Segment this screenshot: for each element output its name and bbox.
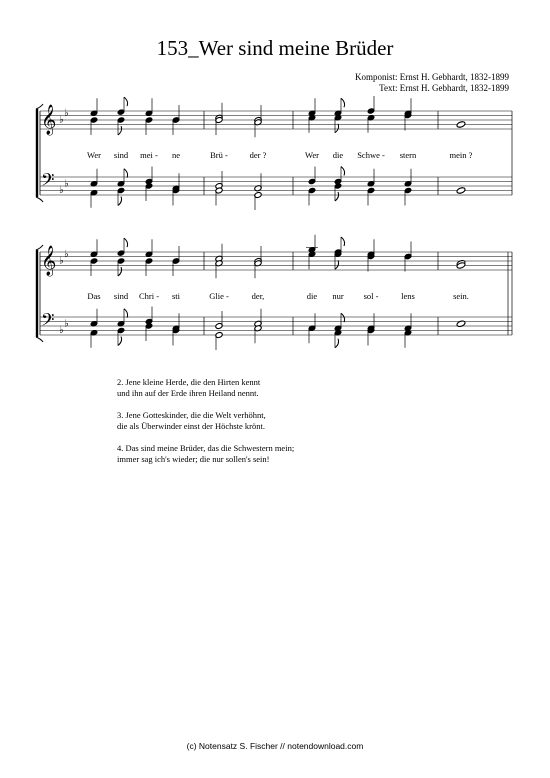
note-flag — [335, 339, 339, 348]
note-flag — [124, 97, 128, 106]
lyric-syllable: Chri - — [138, 291, 160, 301]
lyric-syllable: sein. — [453, 291, 469, 301]
flat-icon: ♭ — [59, 185, 64, 196]
flat-icon: ♭ — [64, 107, 69, 119]
note-flag — [341, 237, 345, 246]
verse — [117, 443, 294, 465]
verse-line: immer sag ich's wieder; die nur sollen's sein! — [117, 454, 270, 464]
lyric-syllable: Das — [87, 291, 101, 301]
flat-icon: ♭ — [64, 178, 69, 190]
lyric-syllable: Brü - — [210, 150, 228, 160]
bracket-hook — [36, 337, 43, 342]
note-flag — [341, 313, 345, 322]
verse-line: die als Überwinder einst der Höchste krönt. — [117, 421, 265, 431]
footer-copyright: (c) Notensatz S. Fischer // notendownload.com — [186, 741, 364, 751]
verse-line: 3. Jene Gotteskinder, die die Welt verhöhnt, — [117, 410, 266, 420]
lyric-syllable: Schwe - — [357, 150, 385, 160]
lyric-syllable: lens — [401, 291, 415, 301]
lyric-syllable: sind — [113, 291, 129, 301]
flat-icon: ♭ — [59, 114, 64, 126]
note-head — [456, 187, 466, 194]
lyric-syllable: sol - — [363, 291, 379, 301]
note-head — [456, 121, 466, 128]
flat-icon: ♭ — [59, 325, 64, 336]
lyric-syllable: der, — [251, 291, 265, 301]
lyric-syllable: die — [332, 150, 344, 160]
verse-line: 2. Jene kleine Herde, die den Hirten kennt — [117, 377, 261, 387]
lyric-syllable: ne — [171, 150, 181, 160]
note-flag — [335, 124, 339, 133]
note-flag — [341, 167, 345, 176]
verse-list — [117, 377, 294, 476]
lyric-syllable: stern — [399, 150, 417, 160]
score-system-1 — [36, 96, 512, 210]
bass-clef-icon: 𝄢 — [41, 310, 55, 334]
flat-icon: ♭ — [64, 248, 69, 260]
lyric-syllable: Wer — [87, 150, 101, 160]
lyric-syllable: der ? — [249, 150, 267, 160]
lyric-syllable: Wer — [305, 150, 319, 160]
page-title: 153_Wer sind meine Brüder — [156, 36, 394, 60]
note-head — [456, 320, 466, 327]
note-flag — [118, 126, 122, 135]
composer-credit: Komponist: Ernst H. Gebhardt, 1832-1899 — [355, 72, 509, 82]
lyric-syllable: die — [306, 291, 318, 301]
score-system-2 — [36, 235, 512, 350]
note-flag — [118, 197, 122, 206]
lyric-syllable: sind — [113, 150, 129, 160]
note-flag — [124, 309, 128, 318]
note-flag — [124, 238, 128, 247]
lyric-syllable: nur — [332, 291, 344, 301]
treble-clef-icon: 𝄞 — [41, 105, 57, 135]
verse — [117, 410, 294, 432]
flat-icon: ♭ — [64, 318, 69, 330]
note-flag — [335, 192, 339, 201]
note-flag — [118, 337, 122, 346]
bass-clef-icon: 𝄢 — [41, 170, 55, 194]
note-flag — [124, 169, 128, 178]
flat-icon: ♭ — [59, 255, 64, 267]
note-flag — [341, 98, 345, 107]
verse-line: 4. Das sind meine Brüder, das die Schwestern mein; — [117, 443, 295, 453]
lyric-syllable: sti — [171, 291, 181, 301]
lyric-syllable: Glie - — [209, 291, 229, 301]
bracket-hook — [36, 197, 43, 202]
verse — [117, 377, 294, 399]
treble-clef-icon: 𝄞 — [41, 246, 57, 276]
verse-line: und ihn auf der Erde ihren Heiland nennt. — [117, 388, 259, 398]
lyric-syllable: mein ? — [449, 150, 473, 160]
note-flag — [335, 260, 339, 269]
note-flag — [118, 267, 122, 276]
lyricist-credit: Text: Ernst H. Gebhardt, 1832-1899 — [379, 83, 509, 93]
lyric-syllable: mei - — [140, 150, 158, 160]
